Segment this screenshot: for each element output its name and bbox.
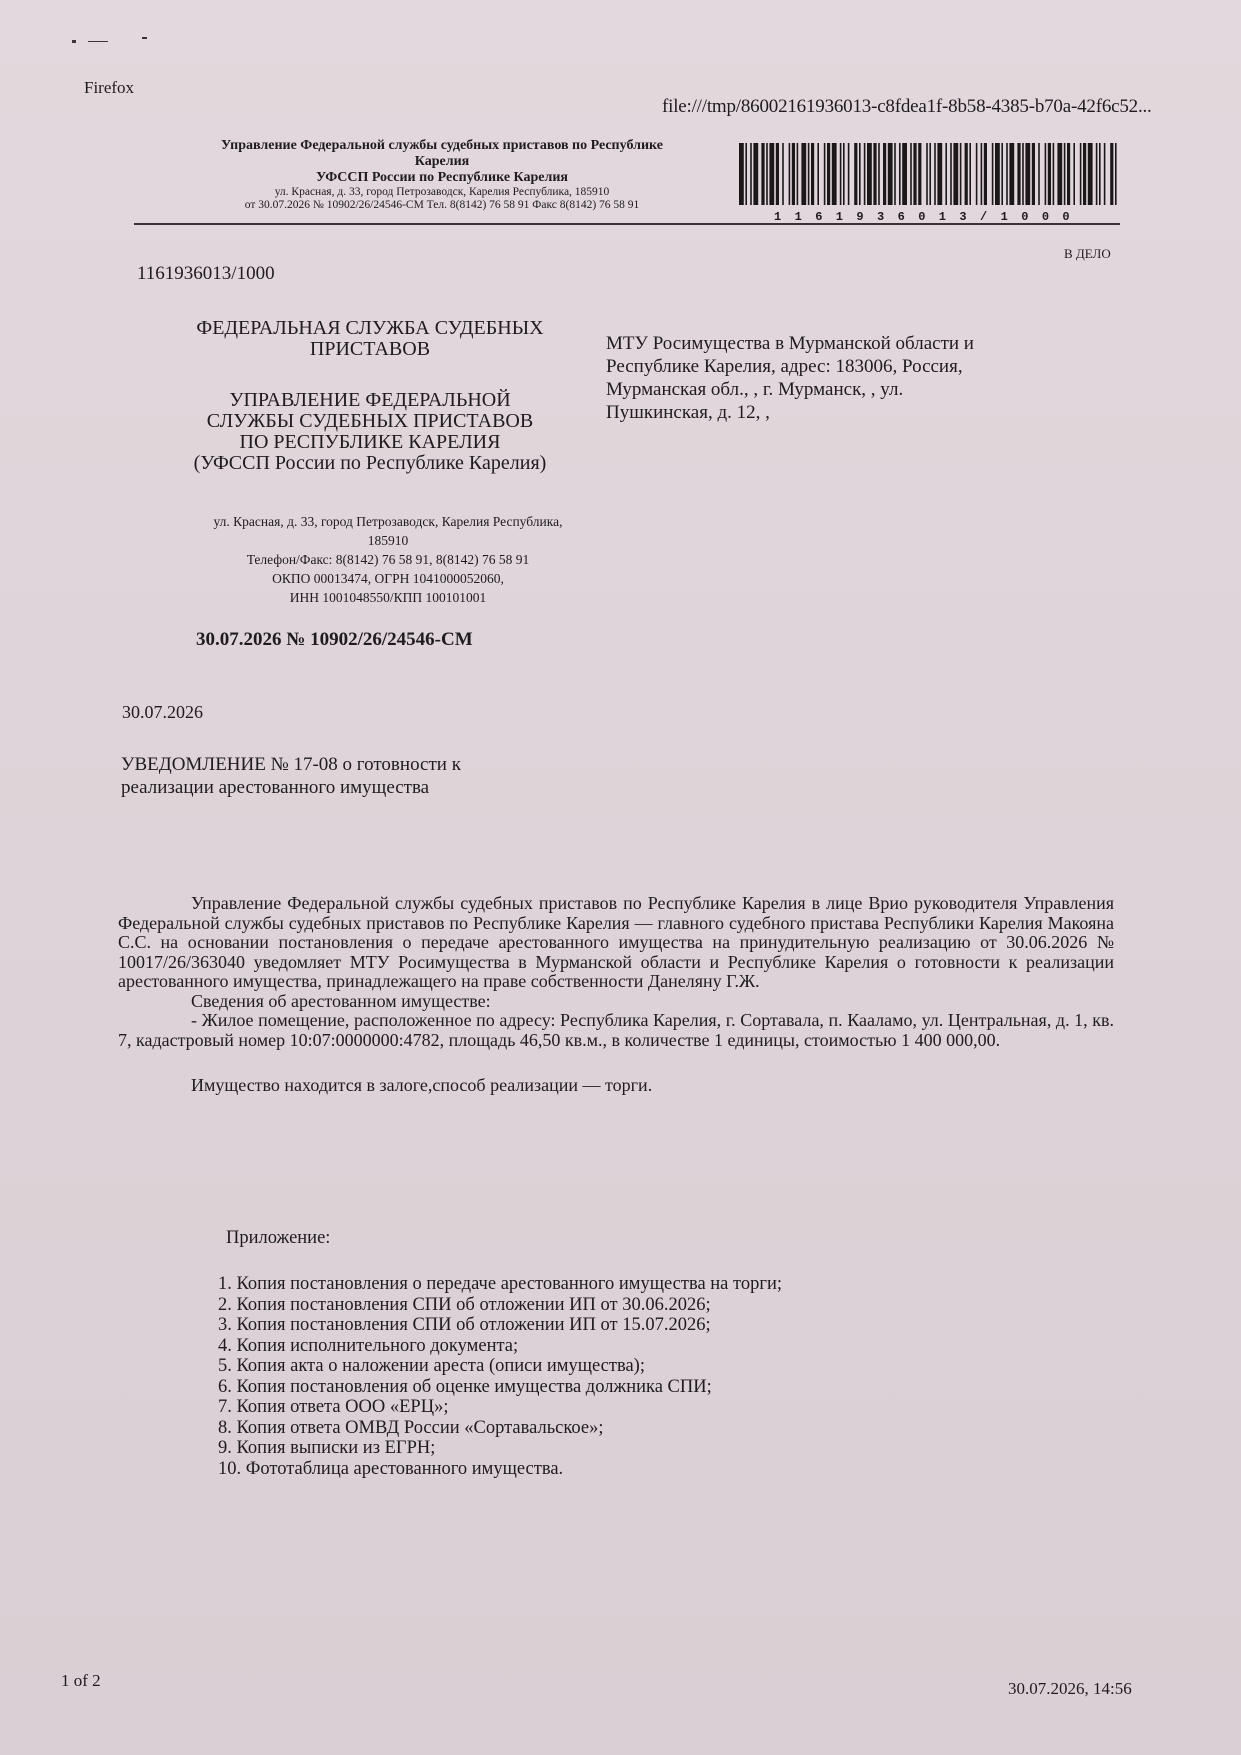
barcode-bar: [867, 143, 872, 205]
letterhead: [162, 138, 722, 212]
document-number: 30.07.2026 № 10902/26/24546-СМ: [196, 629, 473, 650]
barcode-bar: [832, 143, 837, 205]
barcode-bar: [888, 143, 893, 205]
notice-title: [121, 753, 591, 799]
attachment-item: 4. Копия исполнительного документа;: [218, 1335, 519, 1356]
barcode-bar: [1115, 143, 1117, 205]
barcode-bar: [1088, 143, 1093, 205]
page-counter: 1 of 2: [61, 1671, 101, 1690]
barcode-bar: [984, 143, 987, 205]
barcode-bar: [894, 143, 896, 205]
barcode-bar: [878, 143, 880, 205]
letterhead-ref: от 30.07.2026 № 10902/26/24546-СМ Тел. 8(8142) 76 58 91 Факс 8(8142) 76 58 91: [244, 199, 640, 211]
notice-body: [118, 894, 1114, 1096]
barcode-bar: [1067, 143, 1070, 205]
barcode-bar: [929, 143, 931, 205]
attachment-item: 9. Копия выписки из ЕГРН;: [218, 1438, 436, 1458]
attachment-item: 10. Фототаблица арестованного имущества.: [218, 1458, 564, 1479]
barcode-bar: [797, 143, 799, 205]
notice-title-line2: реализации арестованного имущества: [121, 777, 430, 798]
barcode-bar: [1083, 143, 1086, 205]
document-date: 30.07.2026: [122, 702, 203, 722]
barcode-bar: [792, 143, 795, 205]
barcode-bar: [913, 143, 916, 205]
barcode-bar: [817, 143, 819, 205]
barcode-bar: [1006, 143, 1008, 205]
barcode-bar: [899, 143, 901, 205]
barcode-bar: [1038, 143, 1040, 205]
barcode-bar: [1053, 143, 1055, 205]
barcode-bar: [769, 143, 774, 205]
attachment-item: 6. Копия постановления об оценке имущества должника СПИ;: [218, 1376, 712, 1397]
attachment-item: 5. Копия акта о наложении ареста (описи имущества);: [218, 1356, 645, 1376]
barcode-bar: [965, 143, 968, 205]
barcode-bar: [1099, 143, 1101, 205]
barcode-bar: [883, 143, 886, 205]
scan-speck: [88, 41, 108, 42]
barcode-bar: [1025, 143, 1030, 205]
barcode-bar: [739, 143, 744, 205]
barcode-bar: [1110, 143, 1113, 205]
barcode-bar: [918, 143, 921, 205]
barcode-bar: [1009, 143, 1014, 205]
barcode-bar: [854, 143, 857, 205]
browser-url: file:///tmp/86002161936013-c8fdea1f-8b58-4385-b70a-42f6c52...: [662, 96, 1152, 117]
barcode-bar: [937, 143, 942, 205]
barcode-bar: [776, 143, 779, 205]
attachment-item: 1. Копия постановления о передаче арестованного имущества на торги;: [218, 1274, 782, 1294]
barcode-bar: [766, 143, 768, 205]
barcode-bar: [873, 143, 876, 205]
print-timestamp: 30.07.2026, 14:56: [1008, 1679, 1132, 1698]
barcode-bar: [1017, 143, 1020, 205]
barcode-bar: [808, 143, 810, 205]
barcode-bar: [976, 143, 978, 205]
barcode-bar: [981, 143, 983, 205]
barcode: [737, 143, 1121, 205]
attachment-item: 8. Копия ответа ОМВД России «Сортавальское»;: [218, 1417, 604, 1438]
registration-number: 1161936013/1000: [137, 263, 275, 284]
barcode-bar: [824, 143, 826, 205]
letterhead-org-line1: Управление Федеральной службы судебных приставов по Республике: [221, 138, 663, 153]
stamp-v-delo: В ДЕЛО: [1064, 246, 1111, 261]
barcode-bar: [840, 143, 842, 205]
department-line1: УПРАВЛЕНИЕ ФЕДЕРАЛЬНОЙ: [229, 389, 511, 411]
barcode-bar: [789, 143, 791, 205]
barcode-bar: [745, 143, 747, 205]
barcode-bar: [995, 143, 1000, 205]
letterhead-org-line2: Карелия: [414, 154, 470, 169]
attachment-item: 2. Копия постановления СПИ об отложении ИП от 30.06.2026;: [218, 1294, 711, 1315]
letterhead-address: ул. Красная, д. 33, город Петрозаводск, Карелия Республика, 185910: [274, 186, 610, 198]
barcode-bar: [750, 143, 752, 205]
recipient-line3: Мурманская обл., , г. Мурманск, , ул.: [606, 379, 904, 400]
sender-phone: Телефон/Факс: 8(8142) 76 58 91, 8(8142) 76 58 91: [246, 552, 530, 567]
barcode-bar: [1104, 143, 1106, 205]
barcode-bar: [843, 143, 845, 205]
recipient-line2: Республике Карелия, адрес: 183006, Россия,: [606, 356, 963, 377]
recipient-line4: Пушкинская, д. 12, ,: [606, 402, 770, 423]
letterhead-org-short: УФССП России по Республике Карелия: [315, 170, 568, 185]
barcode-bar: [848, 143, 850, 205]
attachments-list: [218, 1274, 782, 1479]
property-heading: Сведения об арестованном имуществе:: [191, 990, 491, 1011]
barcode-bar: [1057, 143, 1062, 205]
barcode-bar: [902, 143, 907, 205]
barcode-bar: [992, 143, 994, 205]
body-paragraph-main: Управление Федеральной службы судебных приставов по Республике Карелия в лице Врио руководителя Управления Федеральной службы судебных приставов по Республике Карелия — главного судебного пристава Республики Карелия Макояна С.С. на основании постановления о передаче арестованного имущества на принудительную реализацию от 30.06.2026 № 10017/26/363040 уведомляет МТУ Росимущества в Мурманской области и Республике Карелия о готовности к реализации арестованного имущества, принадлежащего на праве собственности Данеляну Г.Ж.: [118, 893, 1114, 991]
barcode-bar: [1001, 143, 1003, 205]
property-item: - Жилое помещение, расположенное по адресу: Республика Карелия, г. Сортавала, п. Кааламо, ул. Центральная, д. 1, кв. 7, кадастровый номер 10:07:0000000:4782, площадь 46,50 кв.м., в количестве 1 единицы, стоимостью 1 400 000,00.: [118, 1010, 1114, 1050]
barcode-bar: [859, 143, 861, 205]
attachment-item: 3. Копия постановления СПИ об отложении ИП от 15.07.2026;: [218, 1315, 711, 1335]
attachments-label: Приложение:: [226, 1228, 331, 1248]
sender-contacts: [168, 512, 608, 607]
barcode-bar: [782, 143, 784, 205]
barcode-bar: [811, 143, 814, 205]
barcode-bar: [753, 143, 758, 205]
barcode-bar: [1048, 143, 1051, 205]
department-line3: ПО РЕСПУБЛИКЕ КАРЕЛИЯ: [239, 431, 501, 453]
barcode-bar: [1032, 143, 1035, 205]
sender-block: [150, 318, 590, 474]
sender-address-line2: 185910: [367, 533, 409, 548]
scan-speck: [72, 40, 76, 43]
sender-okpo: ОКПО 00013474, ОГРН 1041000052060,: [272, 571, 504, 586]
recipient-line1: МТУ Росимущества в Мурманской области и: [606, 333, 974, 354]
barcode-bar: [969, 143, 971, 205]
barcode-bar: [801, 143, 806, 205]
barcode-bar: [761, 143, 764, 205]
barcode-bar: [827, 143, 830, 205]
barcode-digits: 1161936013/1000: [774, 210, 1084, 224]
recipient-block: [606, 332, 1126, 424]
barcode-bar: [945, 143, 947, 205]
service-name-line1: ФЕДЕРАЛЬНАЯ СЛУЖБА СУДЕБНЫХ: [196, 317, 544, 339]
attachment-item: 7. Копия ответа ООО «ЕРЦ»;: [218, 1397, 449, 1417]
barcode-bar: [1022, 143, 1024, 205]
barcode-bar: [1045, 143, 1047, 205]
barcode-bar: [1096, 143, 1098, 205]
department-line2: СЛУЖБЫ СУДЕБНЫХ ПРИСТАВОВ: [206, 410, 534, 432]
barcode-bar: [950, 143, 952, 205]
barcode-bar: [934, 143, 936, 205]
notice-title-line1: УВЕДОМЛЕНИЕ № 17-08 о готовности к: [121, 754, 461, 775]
department-line4: (УФССП России по Республике Карелия): [193, 452, 547, 474]
barcode-bar: [1073, 143, 1075, 205]
scan-speck: [142, 37, 147, 39]
barcode-bar: [910, 143, 912, 205]
barcode-bar: [926, 143, 928, 205]
browser-name: Firefox: [84, 78, 135, 97]
sender-address-line1: ул. Красная, д. 33, город Петрозаводск, Карелия Республика,: [213, 514, 563, 529]
barcode-bar: [953, 143, 958, 205]
sender-inn: ИНН 1001048550/КПП 100101001: [289, 590, 487, 605]
barcode-bar: [1064, 143, 1066, 205]
barcode-bar: [1080, 143, 1082, 205]
pledge-statement: Имущество находится в залоге,способ реализации — торги.: [191, 1075, 653, 1095]
barcode-bar: [960, 143, 962, 205]
barcode-bar: [864, 143, 866, 205]
service-name-line2: ПРИСТАВОВ: [309, 338, 431, 360]
